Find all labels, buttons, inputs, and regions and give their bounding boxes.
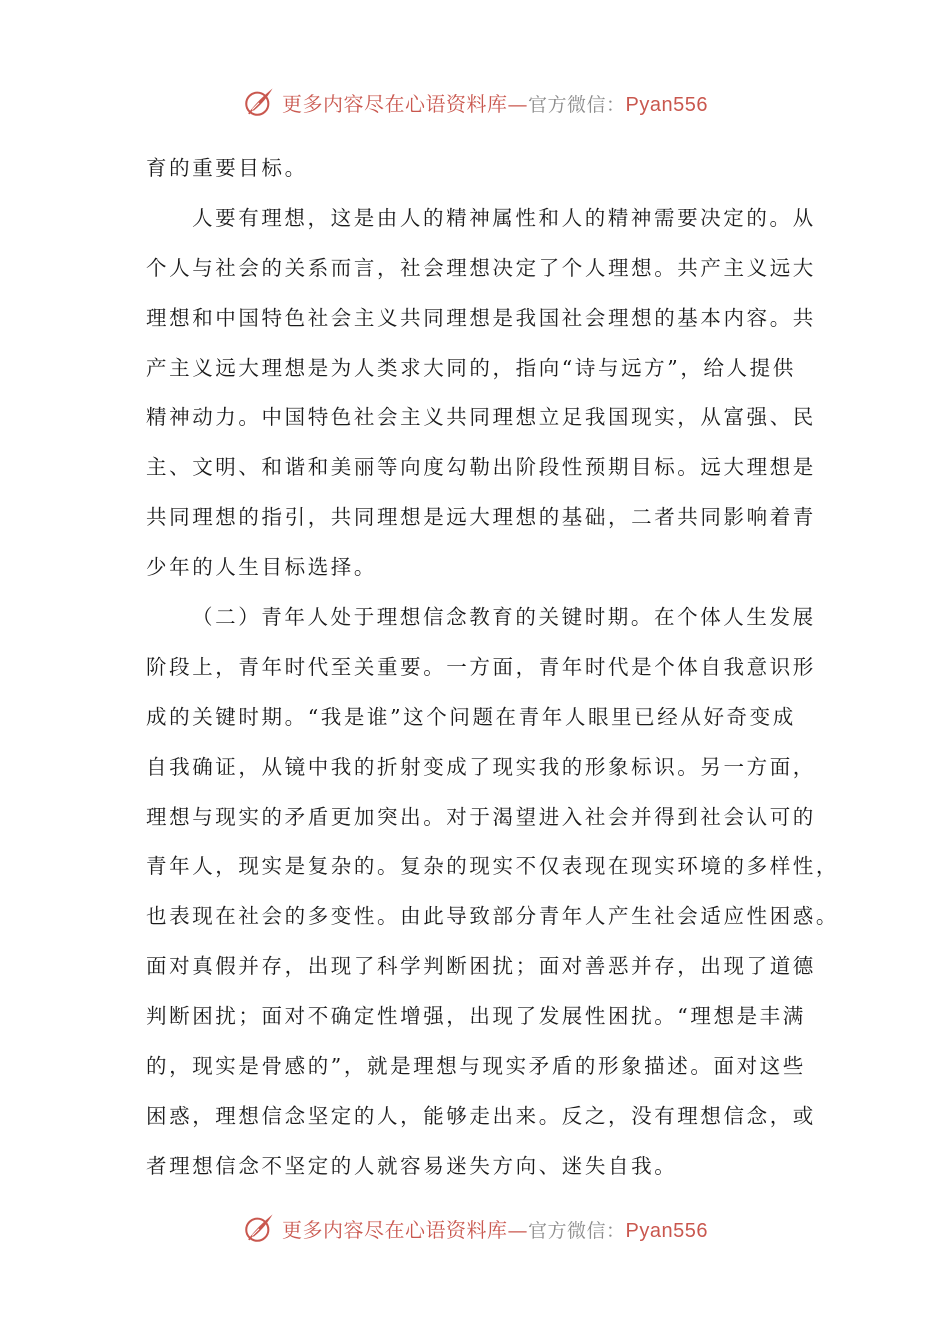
text-line: 个人与社会的关系而言，社会理想决定了个人理想。共产主义远大	[146, 255, 816, 280]
header-brand-text	[282, 88, 708, 117]
quill-pen-logo-icon	[242, 1211, 276, 1245]
text-line: 的，现实是骨感的”，就是理想与现实矛盾的形象描述。面对这些	[146, 1054, 806, 1079]
footer-contact-id: Pyan556	[625, 1219, 708, 1242]
text-line: 人要有理想，这是由人的精神属性和人的精神需要决定的。从	[192, 205, 816, 230]
section-heading-line: （二）青年人处于理想信念教育的关键时期。在个体人生发展	[192, 605, 816, 630]
quill-pen-logo-icon	[242, 85, 276, 119]
text-line: 也表现在社会的多变性。由此导致部分青年人产生社会适应性困惑。	[146, 904, 839, 929]
text-line: 精神动力。中国特色社会主义共同理想立足我国现实，从富强、民	[146, 405, 816, 430]
text-line: 判断困扰；面对不确定性增强，出现了发展性困扰。“理想是丰满	[146, 1004, 806, 1029]
footer-separator: —	[507, 1217, 528, 1242]
text-line: 成的关键时期。“我是谁”这个问题在青年人眼里已经从好奇变成	[146, 704, 796, 729]
footer-contact-label: 官方微信：	[528, 1219, 626, 1242]
text-line: 共同理想的指引，共同理想是远大理想的基础，二者共同影响着青	[146, 505, 816, 530]
text-line: 少年的人生目标选择。	[146, 555, 377, 580]
text-line: 产主义远大理想是为人类求大同的，指向“诗与远方”，给人提供	[146, 355, 796, 380]
footer-brand-text	[282, 1214, 708, 1243]
footer-banner	[0, 1208, 950, 1248]
text-line: 自我确证，从镜中我的折射变成了现实我的形象标识。另一方面，	[146, 754, 816, 779]
text-line: 面对真假并存，出现了科学判断困扰；面对善恶并存，出现了道德	[146, 954, 816, 979]
header-banner	[0, 82, 950, 122]
text-line: 育的重要目标。	[146, 156, 308, 180]
footer-brand: 更多内容尽在心语资料库	[282, 1217, 508, 1242]
header-separator: —	[507, 91, 528, 116]
text-line: 青年人，现实是复杂的。复杂的现实不仅表现在现实环境的多样性，	[146, 854, 839, 879]
header-contact-label: 官方微信：	[528, 93, 626, 116]
text-line: 理想与现实的矛盾更加突出。对于渴望进入社会并得到社会认可的	[146, 804, 816, 829]
header-brand: 更多内容尽在心语资料库	[282, 91, 508, 116]
text-line: 理想和中国特色社会主义共同理想是我国社会理想的基本内容。共	[146, 305, 816, 330]
text-line: 困惑，理想信念坚定的人，能够走出来。反之，没有理想信念，或	[146, 1103, 816, 1128]
document-body	[146, 144, 839, 1192]
header-contact-id: Pyan556	[625, 93, 708, 116]
text-line: 主、文明、和谐和美丽等向度勾勒出阶段性预期目标。远大理想是	[146, 455, 816, 480]
text-line: 阶段上，青年时代至关重要。一方面，青年时代是个体自我意识形	[146, 654, 816, 679]
text-line: 者理想信念不坚定的人就容易迷失方向、迷失自我。	[146, 1153, 678, 1178]
